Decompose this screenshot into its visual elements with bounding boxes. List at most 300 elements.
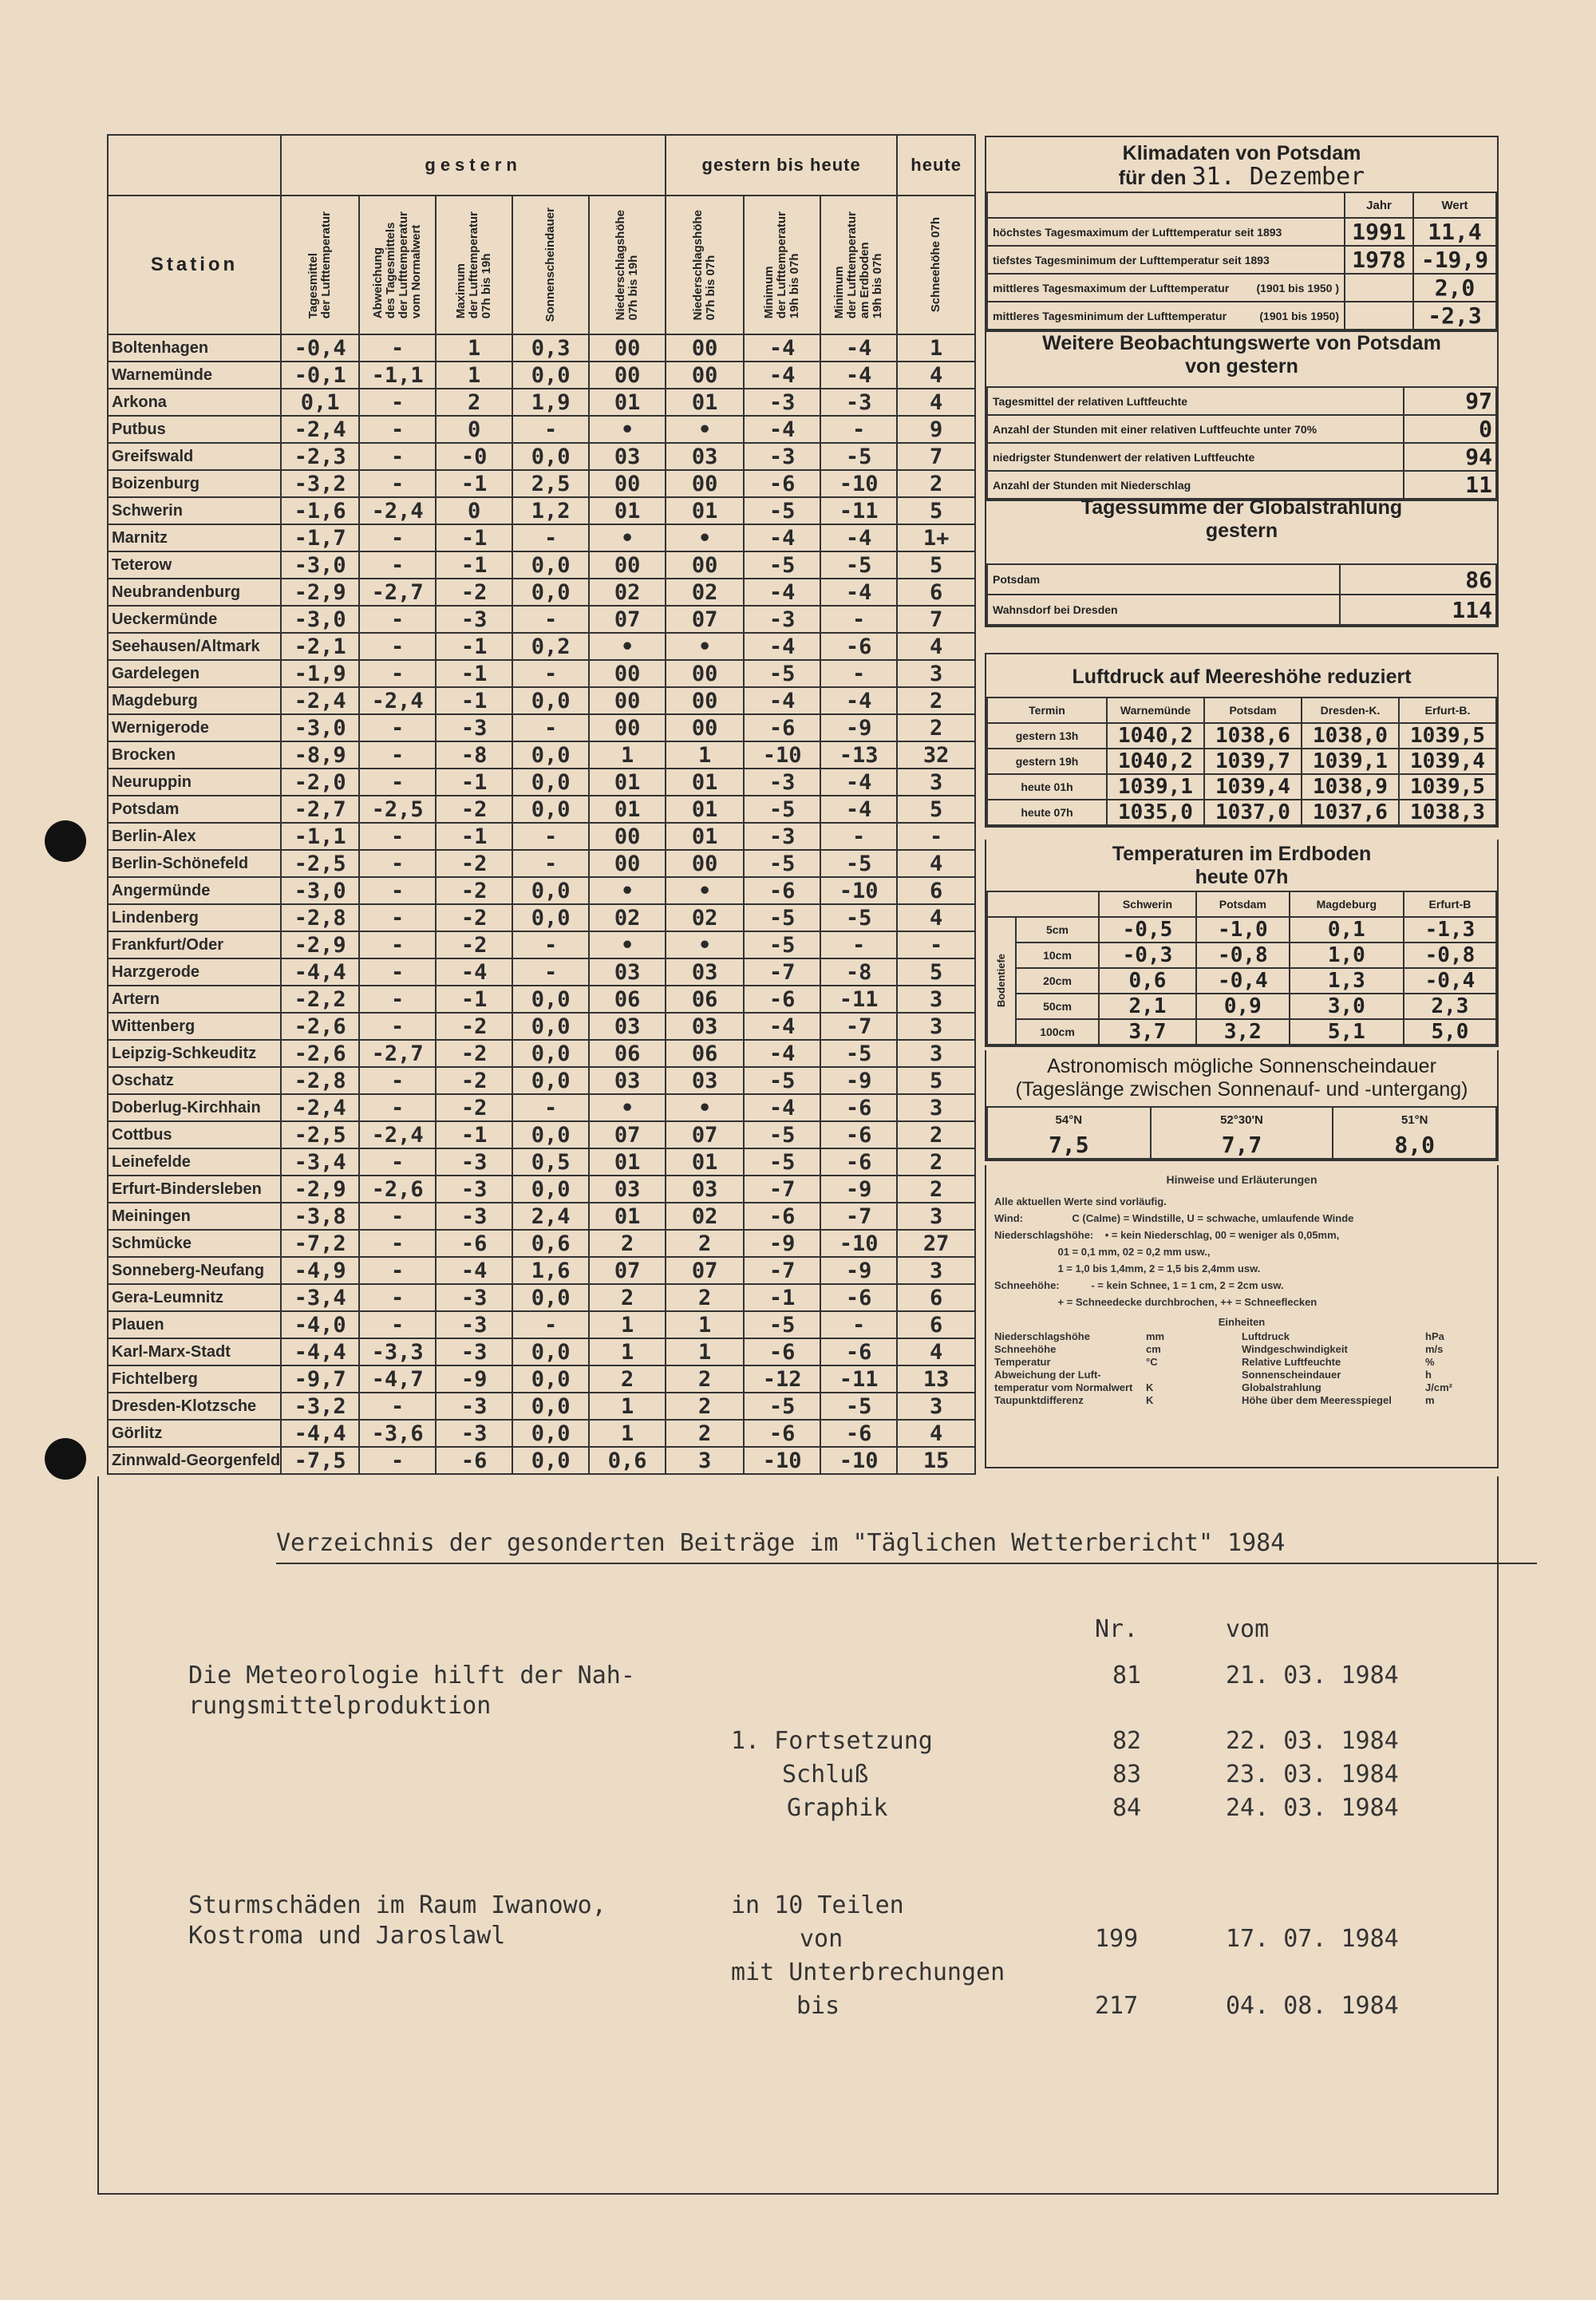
luftdruck-value: 1037,0	[1204, 800, 1302, 825]
station-value: 2	[666, 1393, 744, 1420]
station-value: -	[359, 416, 436, 443]
column-header-label: Niederschlagshöhe 07h bis 07h	[691, 209, 718, 321]
station-value: -9	[820, 1257, 897, 1284]
sonnenschein-title: Astronomisch mögliche Sonnenscheindauer	[1047, 1055, 1436, 1077]
erdboden-value: 0,6	[1099, 968, 1196, 994]
station-value: •	[666, 524, 744, 551]
station-value: 07	[666, 1121, 744, 1148]
group-header-gestern-bis-heute: gestern bis heute	[666, 135, 897, 196]
erdboden-row	[987, 917, 1496, 943]
station-row	[108, 1094, 975, 1121]
einheiten-cell: Relative Luftfeuchte	[1242, 1356, 1341, 1368]
station-value: -4,7	[359, 1365, 436, 1393]
station-value: -0	[436, 443, 512, 470]
station-row	[108, 931, 975, 958]
station-value: -12	[744, 1365, 820, 1393]
verzeichnis-section	[97, 1476, 1499, 2195]
station-value: •	[666, 416, 744, 443]
station-value: 2	[589, 1365, 666, 1393]
station-value: -5	[744, 931, 820, 958]
klimadaten-header-wert: Wert	[1413, 192, 1496, 218]
station-value: -2,2	[281, 986, 359, 1013]
station-value: 00	[589, 470, 666, 497]
station-row	[108, 1230, 975, 1257]
station-value: 2	[666, 1365, 744, 1393]
station-value: -	[359, 443, 436, 470]
station-value: -2	[436, 1013, 512, 1040]
einheiten-cell: mm	[1146, 1330, 1165, 1342]
station-value: 1,9	[512, 389, 589, 416]
station-value: -3	[436, 1311, 512, 1338]
station-value: 5	[897, 551, 975, 579]
station-value: -10	[744, 741, 820, 769]
erdboden-box	[985, 840, 1499, 1047]
station-value: -	[359, 1393, 436, 1420]
entry1-fortsetzung: 1. Fortsetzung	[731, 1727, 933, 1755]
beobachtung-label: Anzahl der Stunden mit Niederschlag	[987, 471, 1404, 499]
station-column-header: Station	[108, 196, 281, 334]
beobachtung-value: 11	[1404, 471, 1496, 499]
punch-hole-bottom	[45, 1438, 86, 1480]
beobachtung-row	[987, 443, 1496, 471]
station-value: -4	[820, 687, 897, 714]
station-value: -2,4	[281, 416, 359, 443]
station-value: -	[359, 823, 436, 850]
station-row	[108, 741, 975, 769]
station-value: 3	[897, 1393, 975, 1420]
beobachtung-value: 0	[1404, 415, 1496, 443]
station-value: -5	[744, 1067, 820, 1094]
station-value: -3	[436, 606, 512, 633]
station-row	[108, 1311, 975, 1338]
klimadaten-row	[987, 246, 1496, 274]
einheiten-cell: K	[1146, 1394, 1154, 1406]
station-value: 2	[897, 470, 975, 497]
column-header-label: Tagesmittel der Lufttemperatur	[306, 211, 334, 319]
station-value: 4	[897, 389, 975, 416]
station-value: •	[589, 1094, 666, 1121]
erdboden-side-cell	[987, 917, 1016, 1045]
station-name: Meiningen	[108, 1203, 281, 1230]
erdboden-depth: 50cm	[1016, 994, 1099, 1019]
station-value: 01	[589, 796, 666, 823]
station-value: 00	[666, 334, 744, 362]
station-value: 0,0	[512, 1447, 589, 1474]
sonnenschein-value-row	[987, 1132, 1496, 1159]
column-header-label: Minimum der Lufttemperatur am Erdboden 19h bis 07h	[832, 211, 885, 319]
station-value: -4	[820, 769, 897, 796]
entry1-date: 21. 03. 1984	[1226, 1662, 1399, 1689]
station-value: -11	[820, 1365, 897, 1393]
station-value: 0,0	[512, 1284, 589, 1311]
station-name: Dresden-Klotzsche	[108, 1393, 281, 1420]
station-value: -6	[820, 1121, 897, 1148]
station-name: Karl-Marx-Stadt	[108, 1338, 281, 1365]
station-row	[108, 443, 975, 470]
station-value: 9	[897, 416, 975, 443]
station-value: -3,4	[281, 1284, 359, 1311]
globalstrahlung-value: 114	[1340, 595, 1496, 625]
station-value: -1	[436, 1121, 512, 1148]
klimadaten-label-cell	[987, 302, 1345, 330]
station-value: 01	[666, 796, 744, 823]
station-name: Berlin-Schönefeld	[108, 850, 281, 877]
station-row	[108, 796, 975, 823]
klimadaten-label-cell	[987, 218, 1345, 246]
entry5-nr: 199	[1095, 1925, 1139, 1953]
station-value: 2	[589, 1284, 666, 1311]
station-value: 00	[666, 362, 744, 389]
station-value: 1	[666, 1338, 744, 1365]
sonnenschein-header-row	[987, 1107, 1496, 1132]
station-row	[108, 1121, 975, 1148]
station-value: -	[820, 416, 897, 443]
station-row	[108, 1067, 975, 1094]
station-value: 00	[589, 850, 666, 877]
entry3-date: 23. 03. 1984	[1226, 1761, 1399, 1788]
klimadaten-wert: 11,4	[1413, 218, 1496, 246]
station-value: 0,1	[281, 389, 359, 416]
luftdruck-termin: gestern 19h	[987, 749, 1107, 774]
entry2-teilen: in 10 Teilen	[731, 1891, 904, 1919]
station-value: 5	[897, 796, 975, 823]
station-value: 3	[897, 1013, 975, 1040]
station-name: Frankfurt/Oder	[108, 931, 281, 958]
station-value: -4	[744, 1013, 820, 1040]
klimadaten-label-cell	[987, 274, 1345, 302]
station-value: 0,0	[512, 769, 589, 796]
station-value: -10	[820, 877, 897, 904]
station-value: -6	[820, 633, 897, 660]
einheiten-cell: cm	[1146, 1343, 1161, 1355]
station-value: 13	[897, 1365, 975, 1393]
einheiten-cell: m/s	[1425, 1343, 1444, 1355]
luftdruck-row	[987, 749, 1496, 774]
station-name: Marnitz	[108, 524, 281, 551]
hinweise-notes	[986, 1165, 1497, 1413]
station-value: 03	[666, 1067, 744, 1094]
station-value: -	[359, 1447, 436, 1474]
station-value: -6	[744, 470, 820, 497]
entry4-date: 24. 03. 1984	[1226, 1794, 1399, 1822]
column-header	[820, 196, 897, 334]
erdboden-value: 3,7	[1099, 1019, 1196, 1045]
erdboden-value: -1,3	[1404, 917, 1496, 943]
station-name: Fichtelberg	[108, 1365, 281, 1393]
luftdruck-value: 1038,3	[1399, 800, 1496, 825]
station-value: -1	[436, 687, 512, 714]
station-row	[108, 579, 975, 606]
station-value: 1+	[897, 524, 975, 551]
station-value: 0,3	[512, 334, 589, 362]
luftdruck-value: 1040,2	[1107, 749, 1204, 774]
station-value: -2,4	[281, 1094, 359, 1121]
station-value: -2,9	[281, 931, 359, 958]
station-row	[108, 1338, 975, 1365]
station-name: Sonneberg-Neufang	[108, 1257, 281, 1284]
station-value: •	[589, 931, 666, 958]
station-name: Oschatz	[108, 1067, 281, 1094]
station-value: 1	[436, 362, 512, 389]
station-value: 01	[666, 389, 744, 416]
station-name: Wernigerode	[108, 714, 281, 741]
column-header	[897, 196, 975, 334]
station-value: 01	[589, 497, 666, 524]
station-value: 0	[436, 416, 512, 443]
station-value: 5	[897, 1067, 975, 1094]
station-value: •	[666, 1094, 744, 1121]
station-value: -7	[744, 1257, 820, 1284]
station-value: -3	[744, 823, 820, 850]
station-name: Plauen	[108, 1311, 281, 1338]
entry1-schluss: Schluß	[782, 1761, 869, 1788]
station-value: -4	[436, 958, 512, 986]
station-value: 07	[666, 1257, 744, 1284]
station-value: -4,4	[281, 1338, 359, 1365]
station-name: Leipzig-Schkeuditz	[108, 1040, 281, 1067]
station-value: -	[359, 1257, 436, 1284]
station-value: 07	[666, 606, 744, 633]
station-value: -2	[436, 877, 512, 904]
station-value: -2	[436, 796, 512, 823]
station-value: 01	[666, 823, 744, 850]
station-value: 0,0	[512, 1121, 589, 1148]
station-value: -	[359, 1311, 436, 1338]
station-rows	[108, 334, 975, 1474]
station-value: -6	[744, 986, 820, 1013]
station-value: •	[666, 877, 744, 904]
station-name: Schmücke	[108, 1230, 281, 1257]
station-value: 00	[666, 470, 744, 497]
station-value: 32	[897, 741, 975, 769]
station-row	[108, 524, 975, 551]
station-value: 0,0	[512, 986, 589, 1013]
erdboden-value: 0,9	[1196, 994, 1290, 1019]
station-value: -4,0	[281, 1311, 359, 1338]
station-value: -7,5	[281, 1447, 359, 1474]
klimadaten-subtitle-prefix: für den	[1118, 167, 1187, 189]
station-value: 4	[897, 904, 975, 931]
station-row	[108, 1257, 975, 1284]
station-value: 2	[436, 389, 512, 416]
station-value: -2	[436, 931, 512, 958]
station-name: Harzgerode	[108, 958, 281, 986]
station-value: 6	[897, 877, 975, 904]
station-value: -	[359, 1067, 436, 1094]
station-value: -4	[820, 524, 897, 551]
station-value: -1,1	[281, 823, 359, 850]
luftdruck-value: 1039,4	[1399, 749, 1496, 774]
beobachtung-subtitle: von gestern	[1185, 355, 1298, 377]
station-value: 0,0	[512, 362, 589, 389]
erdboden-header: Potsdam	[1196, 891, 1290, 917]
station-value: -9	[820, 1067, 897, 1094]
station-value: -6	[820, 1338, 897, 1365]
station-value: 00	[589, 551, 666, 579]
luftdruck-header-row	[987, 698, 1496, 723]
station-value: -2,5	[281, 850, 359, 877]
column-header	[589, 196, 666, 334]
entry5-date: 17. 07. 1984	[1226, 1925, 1399, 1953]
einheiten-cell: Windgeschwindigkeit	[1242, 1343, 1348, 1355]
station-value: -9	[820, 1176, 897, 1203]
station-value: -1	[436, 633, 512, 660]
beobachtung-table	[986, 386, 1497, 500]
station-value: 06	[589, 1040, 666, 1067]
station-value: 0,0	[512, 579, 589, 606]
einheiten-cell: Niederschlagshöhe	[994, 1330, 1090, 1342]
station-value: 1	[666, 1311, 744, 1338]
station-value: -1,7	[281, 524, 359, 551]
station-value: 00	[589, 687, 666, 714]
luftdruck-termin: gestern 13h	[987, 723, 1107, 749]
station-value: -2	[436, 1094, 512, 1121]
entry2-date: 22. 03. 1984	[1226, 1727, 1399, 1755]
entry4-nr: 84	[1112, 1794, 1142, 1822]
station-value: 6	[897, 1311, 975, 1338]
station-value: -2,4	[281, 687, 359, 714]
erdboden-rows	[987, 917, 1496, 1045]
station-row	[108, 660, 975, 687]
station-value: -9	[744, 1230, 820, 1257]
station-value: 7	[897, 443, 975, 470]
station-value: 0,6	[512, 1230, 589, 1257]
station-value: -6	[744, 1420, 820, 1447]
station-value: -	[512, 850, 589, 877]
sonnenschein-value: 8,0	[1333, 1132, 1496, 1159]
station-value: -6	[820, 1148, 897, 1176]
station-value: -1	[436, 524, 512, 551]
station-value: 0,0	[512, 1365, 589, 1393]
station-value: -2,1	[281, 633, 359, 660]
einheiten-cell: K	[1146, 1381, 1154, 1393]
station-value: 0,0	[512, 904, 589, 931]
station-value: -3	[744, 443, 820, 470]
station-value: -4	[744, 1040, 820, 1067]
beobachtung-label: niedrigster Stundenwert der relativen Luftfeuchte	[987, 443, 1404, 471]
station-row	[108, 334, 975, 362]
station-row	[108, 714, 975, 741]
station-row	[108, 606, 975, 633]
sonnenschein-value: 7,7	[1151, 1132, 1333, 1159]
station-value: 2	[666, 1230, 744, 1257]
station-value: 00	[589, 714, 666, 741]
luftdruck-termin: heute 07h	[987, 800, 1107, 825]
station-value: 0,2	[512, 633, 589, 660]
station-value: 1,2	[512, 497, 589, 524]
station-value: 5	[897, 497, 975, 524]
sonnenschein-box	[985, 1050, 1499, 1161]
station-value: -6	[820, 1094, 897, 1121]
station-name: Leinefelde	[108, 1148, 281, 1176]
erdboden-row	[987, 994, 1496, 1019]
erdboden-depth: 5cm	[1016, 917, 1099, 943]
station-value: 3	[897, 769, 975, 796]
erdboden-value: -0,8	[1196, 943, 1290, 968]
station-value: -2	[436, 1040, 512, 1067]
station-value: -3,4	[281, 1148, 359, 1176]
station-value: 03	[589, 958, 666, 986]
hinweise-box	[985, 1165, 1499, 1468]
station-value: -0,1	[281, 362, 359, 389]
beobachtung-row	[987, 387, 1496, 415]
klimadaten-label: mittleres Tagesmaximum der Lufttemperatur	[993, 281, 1230, 294]
erdboden-value: 0,1	[1290, 917, 1404, 943]
station-value: -	[512, 416, 589, 443]
station-value: 4	[897, 1420, 975, 1447]
station-value: -3	[436, 1203, 512, 1230]
station-value: 03	[666, 1013, 744, 1040]
station-value: 03	[666, 443, 744, 470]
station-value: -2	[436, 904, 512, 931]
station-value: 3	[666, 1447, 744, 1474]
station-name: Lindenberg	[108, 904, 281, 931]
station-value: -	[512, 823, 589, 850]
entry2-unterbrechungen: mit Unterbrechungen	[731, 1958, 1005, 1986]
station-value: -	[820, 823, 897, 850]
station-value: -4	[744, 416, 820, 443]
station-value: -	[359, 524, 436, 551]
station-value: 0,0	[512, 796, 589, 823]
klimadaten-title: Klimadaten von Potsdam	[1122, 142, 1361, 164]
erdboden-value: 5,1	[1290, 1019, 1404, 1045]
beobachtung-title: Weitere Beobachtungswerte von Potsdam	[1042, 332, 1441, 354]
station-value: 0,0	[512, 1176, 589, 1203]
beobachtung-value: 94	[1404, 443, 1496, 471]
sonnenschein-subtitle: (Tageslänge zwischen Sonnenauf- und -untergang)	[1015, 1078, 1468, 1101]
station-value: -6	[744, 877, 820, 904]
station-row	[108, 769, 975, 796]
station-value: -3	[436, 1176, 512, 1203]
station-row	[108, 850, 975, 877]
station-value: -5	[744, 904, 820, 931]
klimadaten-row	[987, 218, 1496, 246]
station-value: -4	[744, 334, 820, 362]
station-value: -3	[744, 769, 820, 796]
station-value: 0,0	[512, 741, 589, 769]
klimadaten-wert: -2,3	[1413, 302, 1496, 330]
station-name: Putbus	[108, 416, 281, 443]
station-value: -3	[744, 606, 820, 633]
station-value: -11	[820, 986, 897, 1013]
einheiten-cell: Luftdruck	[1242, 1330, 1290, 1342]
entry2-title-line2: Kostroma und Jaroslawl	[188, 1922, 506, 1950]
beobachtung-label: Anzahl der Stunden mit einer relativen Luftfeuchte unter 70%	[987, 415, 1404, 443]
sonnenschein-header: 54°N	[987, 1107, 1151, 1132]
station-value: -5	[744, 551, 820, 579]
station-row	[108, 1013, 975, 1040]
column-header-label: Minimum der Lufttemperatur 19h bis 07h	[762, 211, 802, 319]
klimadaten-period: (1901 bis 1950 )	[1256, 281, 1339, 294]
station-value: 0	[436, 497, 512, 524]
klimadaten-label: mittleres Tagesminimum der Lufttemperatur	[993, 309, 1227, 322]
station-row	[108, 687, 975, 714]
station-value: -	[512, 1094, 589, 1121]
station-name: Potsdam	[108, 796, 281, 823]
klimadaten-date: 31. Dezember	[1191, 163, 1365, 191]
station-value: 1	[897, 334, 975, 362]
station-value: -7	[820, 1203, 897, 1230]
station-name: Magdeburg	[108, 687, 281, 714]
station-value: -3,0	[281, 551, 359, 579]
erdboden-header: Magdeburg	[1290, 891, 1404, 917]
station-value: 06	[666, 1040, 744, 1067]
klimadaten-rows	[987, 218, 1496, 330]
entry1-title-line1: Die Meteorologie hilft der Nah-	[188, 1662, 635, 1689]
station-row	[108, 362, 975, 389]
station-value: -11	[820, 497, 897, 524]
station-value: -5	[820, 443, 897, 470]
